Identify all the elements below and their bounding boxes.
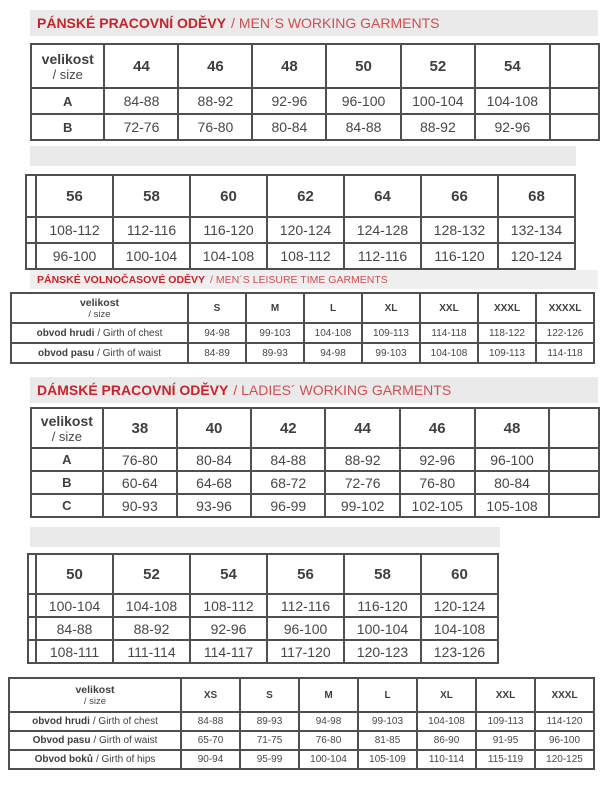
size-range-cell: 102-105	[400, 494, 475, 517]
size-range-cell: 109-113	[478, 343, 536, 363]
size-column-header: M	[246, 293, 304, 323]
clipped-cell	[549, 448, 599, 471]
size-range-cell: 116-120	[421, 243, 498, 269]
size-range-cell: 104-108	[417, 712, 476, 731]
row-label: A	[31, 448, 103, 471]
size-column-header: XXXXL	[536, 293, 594, 323]
size-range-cell: 100-104	[36, 594, 113, 617]
size-range-cell: 72-76	[104, 114, 178, 140]
size-range-cell: 80-84	[177, 448, 251, 471]
size-column-header: XL	[417, 678, 476, 712]
table-corner-size-label: velikost / size	[11, 293, 188, 323]
mens-working-sizes-table-56-68	[25, 174, 576, 270]
section-header-mens-leisure	[30, 270, 598, 289]
size-column-header: XXXL	[478, 293, 536, 323]
size-range-cell: 96-99	[251, 494, 325, 517]
size-range-cell: 99-102	[325, 494, 399, 517]
size-range-cell: 96-100	[326, 88, 400, 114]
size-range-cell: 92-96	[400, 448, 475, 471]
size-range-cell: 65-70	[181, 731, 240, 750]
size-range-cell: 84-88	[104, 88, 178, 114]
table-corner-size-label: velikost / size	[31, 44, 104, 88]
size-range-cell: 108-111	[36, 640, 113, 663]
size-range-cell: 108-112	[36, 217, 113, 243]
row-label: B	[31, 114, 104, 140]
size-range-cell: 105-108	[475, 494, 550, 517]
clipped-label-cell	[28, 640, 36, 663]
row-label: A	[31, 88, 104, 114]
size-range-cell: 84-88	[181, 712, 240, 731]
size-range-cell: 120-125	[535, 750, 594, 769]
size-column-header: S	[188, 293, 246, 323]
section-title-czech: DÁMSKÉ PRACOVNÍ ODĚVY	[37, 382, 229, 398]
size-range-cell: 112-116	[113, 217, 190, 243]
section-header-ladies-working	[30, 377, 598, 403]
size-range-cell: 92-96	[252, 88, 326, 114]
size-range-cell: 94-98	[299, 712, 358, 731]
size-column-header: 48	[475, 408, 550, 448]
size-column-header: XXXL	[535, 678, 594, 712]
size-range-cell: 116-120	[190, 217, 267, 243]
clipped-label-cell	[26, 217, 36, 243]
size-range-cell: 108-112	[267, 243, 344, 269]
size-range-cell: 84-88	[251, 448, 325, 471]
size-column-header: XXL	[476, 678, 535, 712]
size-range-cell: 120-124	[498, 243, 575, 269]
size-range-cell: 88-92	[113, 617, 190, 640]
size-range-cell: 84-89	[188, 343, 246, 363]
clipped-cell	[550, 114, 599, 140]
size-range-cell: 104-108	[475, 88, 550, 114]
size-column-header: L	[304, 293, 362, 323]
size-column-header: 40	[177, 408, 251, 448]
size-column-header: 50	[36, 554, 113, 594]
row-label: B	[31, 471, 103, 494]
size-range-cell: 71-75	[240, 731, 299, 750]
size-range-cell: 114-118	[420, 323, 478, 343]
size-range-cell: 109-113	[476, 712, 535, 731]
size-range-cell: 112-116	[344, 243, 421, 269]
size-range-cell: 84-88	[326, 114, 400, 140]
size-column-header: 52	[401, 44, 476, 88]
size-range-cell: 76-80	[400, 471, 475, 494]
clipped-size-column	[549, 408, 599, 448]
row-label: Obvod boků / Girth of hips	[9, 750, 181, 769]
size-range-cell: 104-108	[190, 243, 267, 269]
size-range-cell: 99-103	[358, 712, 417, 731]
size-column-header: 38	[103, 408, 177, 448]
table-corner-size-label: velikost / size	[31, 408, 103, 448]
size-column-header: 60	[421, 554, 498, 594]
size-column-header: 52	[113, 554, 190, 594]
size-range-cell: 96-100	[267, 617, 344, 640]
size-range-cell: 108-112	[190, 594, 267, 617]
section-header-mens-working	[30, 10, 598, 36]
size-range-cell: 104-108	[304, 323, 362, 343]
row-label: Obvod pasu / Girth of waist	[9, 731, 181, 750]
size-range-cell: 115-119	[476, 750, 535, 769]
size-range-cell: 100-104	[299, 750, 358, 769]
size-column-header: L	[358, 678, 417, 712]
size-range-cell: 93-96	[177, 494, 251, 517]
size-column-header: 54	[190, 554, 267, 594]
size-range-cell: 111-114	[113, 640, 190, 663]
size-range-cell: 80-84	[475, 471, 550, 494]
size-range-cell: 76-80	[103, 448, 177, 471]
size-range-cell: 91-95	[476, 731, 535, 750]
size-column-header: M	[299, 678, 358, 712]
size-range-cell: 84-88	[36, 617, 113, 640]
size-range-cell: 76-80	[178, 114, 252, 140]
size-range-cell: 90-93	[103, 494, 177, 517]
size-column-header: 42	[251, 408, 325, 448]
size-range-cell: 109-113	[362, 323, 420, 343]
section-title-english: / MEN´S LEISURE TIME GARMENTS	[210, 273, 388, 286]
row-label: C	[31, 494, 103, 517]
size-range-cell: 88-92	[178, 88, 252, 114]
row-label: obvod pasu / Girth of waist	[11, 343, 188, 363]
size-column-header: XXL	[420, 293, 478, 323]
mens-leisure-sizes-table	[10, 292, 595, 364]
size-range-cell: 128-132	[421, 217, 498, 243]
size-column-header: XL	[362, 293, 420, 323]
size-range-cell: 104-108	[420, 343, 478, 363]
size-range-cell: 88-92	[401, 114, 476, 140]
clipped-cell	[549, 471, 599, 494]
size-range-cell: 94-98	[188, 323, 246, 343]
size-range-cell: 114-120	[535, 712, 594, 731]
size-range-cell: 89-93	[240, 712, 299, 731]
size-column-header: 48	[252, 44, 326, 88]
size-range-cell: 86-90	[417, 731, 476, 750]
size-range-cell: 100-104	[344, 617, 421, 640]
size-column-header: 66	[421, 175, 498, 217]
size-range-cell: 80-84	[252, 114, 326, 140]
section-title-czech: PÁNSKÉ VOLNOČASOVÉ ODĚVY	[37, 273, 206, 286]
size-column-header: 64	[344, 175, 421, 217]
size-range-cell: 105-109	[358, 750, 417, 769]
section-title-english: / MEN´S WORKING GARMENTS	[231, 15, 440, 31]
section-divider-bar	[30, 527, 500, 547]
size-column-header: S	[240, 678, 299, 712]
size-column-header: 60	[190, 175, 267, 217]
size-column-header: 44	[104, 44, 178, 88]
size-range-cell: 95-99	[240, 750, 299, 769]
size-range-cell: 122-126	[536, 323, 594, 343]
size-range-cell: 90-94	[181, 750, 240, 769]
size-range-cell: 64-68	[177, 471, 251, 494]
size-column-header: 46	[400, 408, 475, 448]
clipped-label-cell	[28, 594, 36, 617]
size-range-cell: 120-124	[421, 594, 498, 617]
ladies-working-sizes-table-38-48	[30, 407, 600, 518]
clipped-label-cell	[28, 617, 36, 640]
size-column-header: 62	[267, 175, 344, 217]
size-range-cell: 114-117	[190, 640, 267, 663]
size-range-cell: 104-108	[421, 617, 498, 640]
clipped-label-column	[28, 554, 36, 594]
size-range-cell: 92-96	[475, 114, 550, 140]
size-range-cell: 99-103	[362, 343, 420, 363]
size-range-cell: 96-100	[36, 243, 113, 269]
size-range-cell: 116-120	[344, 594, 421, 617]
size-range-cell: 118-122	[478, 323, 536, 343]
size-range-cell: 132-134	[498, 217, 575, 243]
size-range-cell: 112-116	[267, 594, 344, 617]
clipped-cell	[549, 494, 599, 517]
size-column-header: 56	[267, 554, 344, 594]
size-range-cell: 100-104	[113, 243, 190, 269]
section-divider-bar	[30, 146, 576, 166]
size-range-cell: 88-92	[325, 448, 399, 471]
size-column-header: XS	[181, 678, 240, 712]
size-range-cell: 76-80	[299, 731, 358, 750]
size-range-cell: 117-120	[267, 640, 344, 663]
size-range-cell: 110-114	[417, 750, 476, 769]
size-range-cell: 123-126	[421, 640, 498, 663]
section-title-czech: PÁNSKÉ PRACOVNÍ ODĚVY	[37, 15, 227, 31]
size-column-header: 44	[325, 408, 399, 448]
size-range-cell: 124-128	[344, 217, 421, 243]
size-column-header: 56	[36, 175, 113, 217]
size-range-cell: 94-98	[304, 343, 362, 363]
mens-working-sizes-table-44-54	[30, 43, 600, 141]
size-range-cell: 96-100	[535, 731, 594, 750]
ladies-working-sizes-table-50-60	[27, 553, 499, 664]
size-range-cell: 92-96	[190, 617, 267, 640]
clipped-label-cell	[26, 243, 36, 269]
size-range-cell: 68-72	[251, 471, 325, 494]
row-label: obvod hrudi / Girth of chest	[11, 323, 188, 343]
size-range-cell: 120-124	[267, 217, 344, 243]
size-range-cell: 114-118	[536, 343, 594, 363]
size-range-cell: 100-104	[401, 88, 476, 114]
size-range-cell: 96-100	[475, 448, 550, 471]
ladies-measurements-table	[8, 677, 595, 770]
size-range-cell: 99-103	[246, 323, 304, 343]
clipped-label-column	[26, 175, 36, 217]
size-range-cell: 89-93	[246, 343, 304, 363]
clipped-cell	[550, 88, 599, 114]
table-corner-size-label: velikost / size	[9, 678, 181, 712]
size-range-cell: 120-123	[344, 640, 421, 663]
size-column-header: 68	[498, 175, 575, 217]
row-label: obvod hrudi / Girth of chest	[9, 712, 181, 731]
size-range-cell: 60-64	[103, 471, 177, 494]
size-range-cell: 104-108	[113, 594, 190, 617]
size-column-header: 58	[113, 175, 190, 217]
size-column-header: 54	[475, 44, 550, 88]
size-range-cell: 72-76	[325, 471, 399, 494]
size-column-header: 50	[326, 44, 400, 88]
size-range-cell: 81-85	[358, 731, 417, 750]
size-column-header: 58	[344, 554, 421, 594]
size-column-header: 46	[178, 44, 252, 88]
section-title-english: / LADIES´ WORKING GARMENTS	[233, 382, 452, 398]
clipped-size-column	[550, 44, 599, 88]
